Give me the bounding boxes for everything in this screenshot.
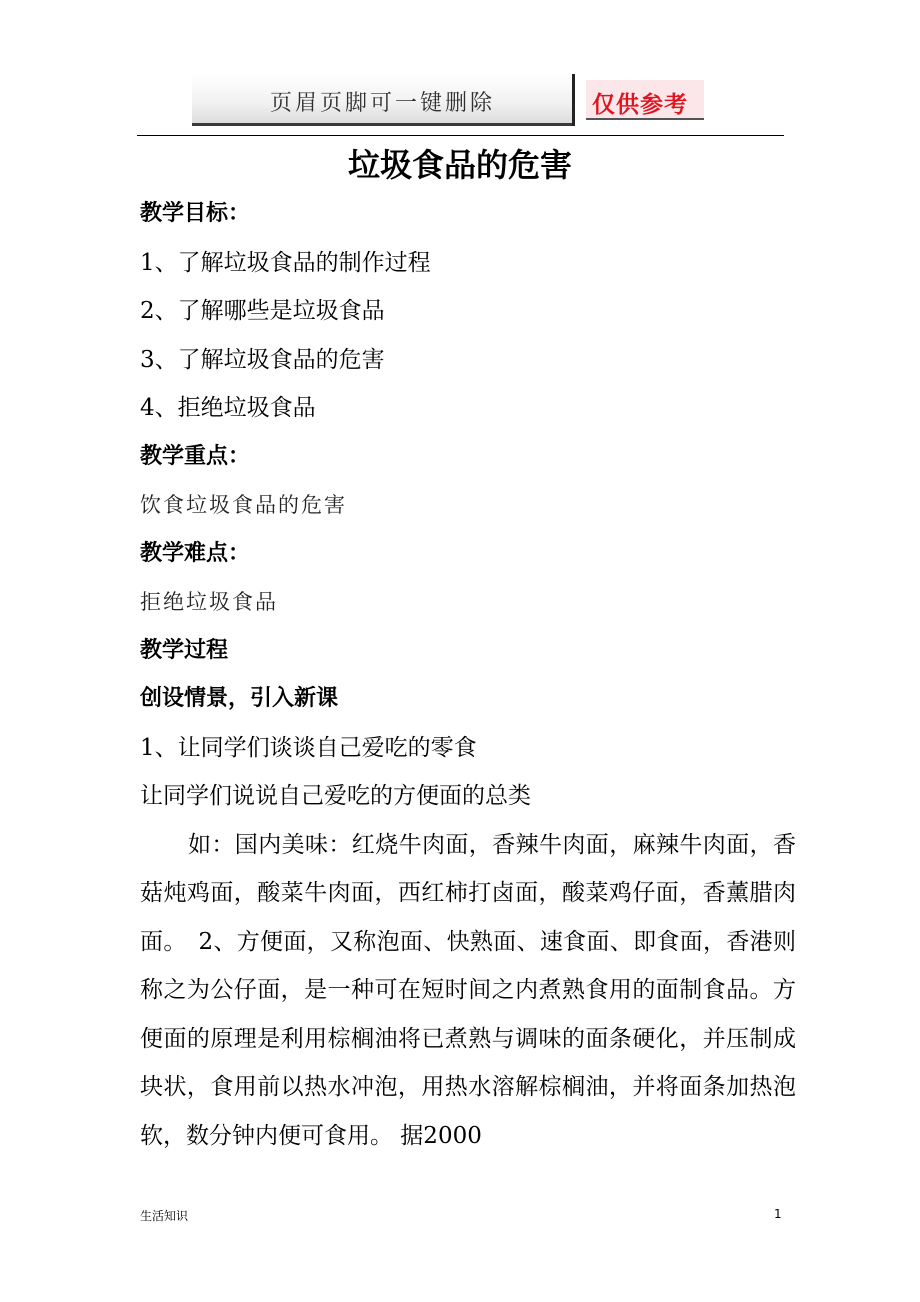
difficulty-text: 拒绝垃圾食品 bbox=[140, 590, 278, 614]
page-number: 1 bbox=[774, 1207, 782, 1221]
objective-item: 1、了解垃圾食品的制作过程 bbox=[140, 249, 431, 276]
document-title: 垃圾食品的危害 bbox=[347, 146, 572, 184]
document-body bbox=[140, 190, 796, 1160]
header-divider bbox=[572, 74, 575, 126]
header-notice-box bbox=[192, 74, 572, 126]
objective-item: 2、了解哪些是垃圾食品 bbox=[140, 298, 385, 324]
body-line: 1、让同学们谈谈自己爱吃的零食 bbox=[140, 734, 477, 761]
header-notice-text: 页眉页脚可一键删除 bbox=[270, 91, 496, 116]
header-banner bbox=[192, 74, 720, 126]
body-line: 让同学们说说自己爱吃的方便面的总类 bbox=[140, 783, 531, 809]
footer-label: 生活知识 bbox=[140, 1209, 189, 1223]
section-heading-key-points: 教学重点： bbox=[140, 443, 251, 469]
objective-item: 3、了解垃圾食品的危害 bbox=[140, 346, 385, 373]
section-heading-intro: 创设情景，引入新课 bbox=[140, 686, 339, 711]
objective-item: 4、拒绝垃圾食品 bbox=[140, 395, 316, 421]
section-heading-objectives: 教学目标： bbox=[140, 201, 251, 226]
header-rule bbox=[137, 135, 784, 136]
reference-stamp-text: 仅供参考 bbox=[592, 92, 688, 118]
body-paragraph: 如：国内美味：红烧牛肉面，香辣牛肉面，麻辣牛肉面，香菇炖鸡面，酸菜牛肉面，西红柿打卤面，酸菜鸡仔面，香薰腊肉面。 2、方便面，又称泡面、快熟面、速食面、即食面，香港则称之为公仔面，是一种可在短时间之内煮熟食用的面制食品。方便面的原理是利用棕榈油将已煮熟与调味的面条硬化，并压制成块状，食用前以热水冲泡，用热水溶解棕榈油，并将面条加热泡软，数分钟内便可食用。 据2000 bbox=[140, 831, 796, 1149]
reference-stamp bbox=[586, 80, 704, 120]
key-point-text: 饮食垃圾食品的危害 bbox=[140, 493, 347, 517]
section-heading-process: 教学过程 bbox=[140, 637, 229, 663]
section-heading-difficulties: 教学难点： bbox=[140, 540, 251, 566]
